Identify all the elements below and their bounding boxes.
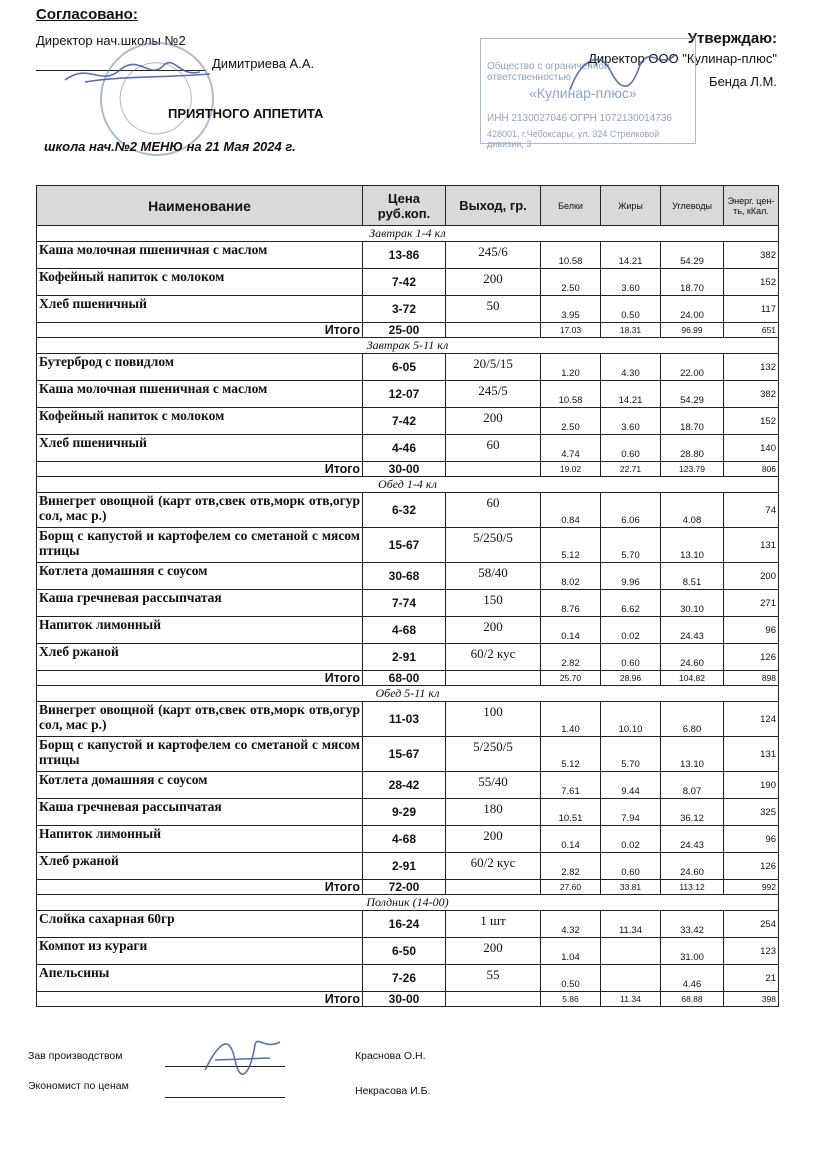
dish-protein: 8.02: [541, 563, 601, 590]
dish-carbs: 24.43: [661, 617, 724, 644]
dish-price: 7-42: [363, 408, 446, 435]
total-row: [37, 323, 779, 338]
header-protein: Белки: [541, 186, 601, 226]
agreed-label: Согласовано:: [36, 6, 138, 23]
total-protein: 19.02: [541, 462, 601, 477]
dish-carbs: 30.10: [661, 590, 724, 617]
table-row: [37, 826, 779, 853]
dish-fat: 0.50: [601, 296, 661, 323]
dish-carbs: 28.80: [661, 435, 724, 462]
section-title: Завтрак 5-11 кл: [37, 338, 779, 354]
dish-price: 30-68: [363, 563, 446, 590]
dish-kcal: 190: [724, 772, 779, 799]
header-carbs: Углеводы: [661, 186, 724, 226]
dish-protein: 1.40: [541, 702, 601, 737]
total-protein: 27.60: [541, 880, 601, 895]
total-output-empty: [446, 323, 541, 338]
dish-fat: 14.21: [601, 381, 661, 408]
dish-output: 200: [446, 826, 541, 853]
right-position: Директор ООО "Кулинар-плюс": [588, 51, 777, 66]
dish-fat: 0.02: [601, 826, 661, 853]
dish-fat: 6.62: [601, 590, 661, 617]
dish-carbs: 4.46: [661, 965, 724, 992]
dish-kcal: 126: [724, 644, 779, 671]
dish-output: 5/250/5: [446, 528, 541, 563]
dish-price: 2-91: [363, 644, 446, 671]
section-row: [37, 477, 779, 493]
dish-name: Напиток лимонный: [37, 617, 363, 644]
dish-output: 50: [446, 296, 541, 323]
dish-price: 13-86: [363, 242, 446, 269]
table-row: [37, 617, 779, 644]
table-row: [37, 381, 779, 408]
stamp-line-4: 428001, г.Чебоксары, ул. 324 Стрелковой дивизии, 3: [487, 129, 660, 149]
dish-carbs: 18.70: [661, 269, 724, 296]
dish-kcal: 21: [724, 965, 779, 992]
dish-price: 11-03: [363, 702, 446, 737]
total-fat: 11.34: [601, 992, 661, 1007]
total-fat: 22.71: [601, 462, 661, 477]
dish-name: Хлеб ржаной: [37, 644, 363, 671]
stamp-line-2: «Кулинар-плюс»: [529, 85, 637, 101]
total-carbs: 113.12: [661, 880, 724, 895]
dish-protein: 5.12: [541, 737, 601, 772]
dish-fat: 0.02: [601, 617, 661, 644]
dish-output: 245/6: [446, 242, 541, 269]
table-row: [37, 269, 779, 296]
table-row: [37, 911, 779, 938]
dish-fat: 9.44: [601, 772, 661, 799]
total-row: [37, 671, 779, 686]
dish-kcal: 74: [724, 493, 779, 528]
header-fat: Жиры: [601, 186, 661, 226]
dish-name: Хлеб ржаной: [37, 853, 363, 880]
total-output-empty: [446, 880, 541, 895]
dish-output: 245/5: [446, 381, 541, 408]
dish-name: Винегрет овощной (карт отв,свек отв,морк отв,огур сол, мас р.): [37, 702, 363, 737]
dish-name: Винегрет овощной (карт отв,свек отв,морк отв,огур сол, мас р.): [37, 493, 363, 528]
dish-protein: 10.58: [541, 381, 601, 408]
dish-output: 60/2 кус: [446, 644, 541, 671]
dish-carbs: 24.00: [661, 296, 724, 323]
dish-fat: [601, 938, 661, 965]
dish-kcal: 325: [724, 799, 779, 826]
total-label: Итого: [37, 323, 363, 338]
table-header-row: [37, 186, 779, 226]
menu-table: [36, 185, 779, 1007]
total-price: 30-00: [363, 462, 446, 477]
total-label: Итого: [37, 462, 363, 477]
total-output-empty: [446, 462, 541, 477]
table-row: [37, 772, 779, 799]
dish-protein: 0.50: [541, 965, 601, 992]
dish-protein: 1.20: [541, 354, 601, 381]
dish-kcal: 123: [724, 938, 779, 965]
dish-kcal: 254: [724, 911, 779, 938]
total-output-empty: [446, 992, 541, 1007]
dish-carbs: 8.51: [661, 563, 724, 590]
dish-carbs: 33.42: [661, 911, 724, 938]
dish-fat: [601, 965, 661, 992]
dish-price: 4-68: [363, 826, 446, 853]
footer-name-1: Краснова О.Н.: [355, 1050, 426, 1062]
dish-protein: 8.76: [541, 590, 601, 617]
dish-name: Слойка сахарная 60гр: [37, 911, 363, 938]
section-title: Завтрак 1-4 кл: [37, 226, 779, 242]
dish-carbs: 24.60: [661, 644, 724, 671]
dish-price: 28-42: [363, 772, 446, 799]
dish-kcal: 96: [724, 826, 779, 853]
dish-output: 200: [446, 617, 541, 644]
total-carbs: 96.99: [661, 323, 724, 338]
dish-protein: 5.12: [541, 528, 601, 563]
total-row: [37, 462, 779, 477]
dish-name: Хлеб пшеничный: [37, 296, 363, 323]
table-row: [37, 965, 779, 992]
dish-price: 6-32: [363, 493, 446, 528]
dish-output: 55: [446, 965, 541, 992]
footer-role-2: Экономист по ценам: [28, 1080, 129, 1092]
dish-output: 180: [446, 799, 541, 826]
dish-price: 12-07: [363, 381, 446, 408]
dish-price: 16-24: [363, 911, 446, 938]
total-label: Итого: [37, 880, 363, 895]
table-row: [37, 644, 779, 671]
dish-carbs: 36.12: [661, 799, 724, 826]
total-carbs: 68.88: [661, 992, 724, 1007]
dish-fat: 5.70: [601, 737, 661, 772]
dish-output: 55/40: [446, 772, 541, 799]
table-row: [37, 938, 779, 965]
header-output: Выход, гр.: [446, 186, 541, 226]
dish-kcal: 117: [724, 296, 779, 323]
dish-name: Борщ с капустой и картофелем со сметаной с мясом птицы: [37, 737, 363, 772]
table-row: [37, 242, 779, 269]
dish-kcal: 126: [724, 853, 779, 880]
dish-name: Котлета домашняя с соусом: [37, 563, 363, 590]
table-row: [37, 435, 779, 462]
dish-name: Бутерброд с повидлом: [37, 354, 363, 381]
dish-name: Напиток лимонный: [37, 826, 363, 853]
dish-name: Котлета домашняя с соусом: [37, 772, 363, 799]
dish-kcal: 382: [724, 242, 779, 269]
dish-kcal: 124: [724, 702, 779, 737]
dish-name: Кофейный напиток с молоком: [37, 269, 363, 296]
dish-fat: 0.60: [601, 435, 661, 462]
dish-output: 200: [446, 408, 541, 435]
dish-output: 60/2 кус: [446, 853, 541, 880]
section-title: Полдник (14-00): [37, 895, 779, 911]
dish-protein: 0.14: [541, 617, 601, 644]
dish-price: 4-68: [363, 617, 446, 644]
dish-fat: 0.60: [601, 853, 661, 880]
total-row: [37, 992, 779, 1007]
dish-carbs: 18.70: [661, 408, 724, 435]
section-row: [37, 686, 779, 702]
dish-kcal: 96: [724, 617, 779, 644]
dish-name: Компот из кураги: [37, 938, 363, 965]
dish-price: 15-67: [363, 528, 446, 563]
total-kcal: 806: [724, 462, 779, 477]
section-row: [37, 226, 779, 242]
dish-fat: 9.96: [601, 563, 661, 590]
dish-name: Каша молочная пшеничная с маслом: [37, 381, 363, 408]
dish-protein: 0.84: [541, 493, 601, 528]
dish-price: 3-72: [363, 296, 446, 323]
dish-carbs: 24.43: [661, 826, 724, 853]
dish-carbs: 54.29: [661, 381, 724, 408]
total-label: Итого: [37, 671, 363, 686]
dish-carbs: 24.60: [661, 853, 724, 880]
approve-label: Утверждаю:: [687, 30, 777, 47]
dish-protein: 7.61: [541, 772, 601, 799]
dish-price: 7-42: [363, 269, 446, 296]
dish-carbs: 54.29: [661, 242, 724, 269]
total-fat: 33.81: [601, 880, 661, 895]
dish-name: Апельсины: [37, 965, 363, 992]
header-name: Наименование: [37, 186, 363, 226]
dish-protein: 2.50: [541, 408, 601, 435]
total-row: [37, 880, 779, 895]
dish-fat: 0.60: [601, 644, 661, 671]
dish-price: 7-74: [363, 590, 446, 617]
dish-name: Кофейный напиток с молоком: [37, 408, 363, 435]
total-fat: 28.96: [601, 671, 661, 686]
left-name: Димитриева А.А.: [212, 56, 315, 71]
dish-carbs: 13.10: [661, 737, 724, 772]
table-row: [37, 528, 779, 563]
table-row: [37, 590, 779, 617]
footer-role-1: Зав производством: [28, 1050, 123, 1062]
dish-output: 58/40: [446, 563, 541, 590]
dish-kcal: 132: [724, 354, 779, 381]
right-signature-icon: [560, 40, 680, 100]
total-price: 30-00: [363, 992, 446, 1007]
total-protein: 17.03: [541, 323, 601, 338]
total-kcal: 651: [724, 323, 779, 338]
table-row: [37, 702, 779, 737]
total-price: 25-00: [363, 323, 446, 338]
total-price: 72-00: [363, 880, 446, 895]
dish-name: Каша гречневая рассыпчатая: [37, 799, 363, 826]
table-row: [37, 354, 779, 381]
dish-output: 1 шт: [446, 911, 541, 938]
total-price: 68-00: [363, 671, 446, 686]
left-signature-icon: [60, 52, 220, 92]
dish-fat: 11.34: [601, 911, 661, 938]
menu-subtitle: школа нач.№2 МЕНЮ на 21 Мая 2024 г.: [44, 139, 296, 154]
total-kcal: 992: [724, 880, 779, 895]
dish-kcal: 271: [724, 590, 779, 617]
dish-kcal: 140: [724, 435, 779, 462]
total-fat: 18.31: [601, 323, 661, 338]
table-row: [37, 853, 779, 880]
total-protein: 5.86: [541, 992, 601, 1007]
section-title: Обед 5-11 кл: [37, 686, 779, 702]
page-title: ПРИЯТНОГО АППЕТИТА: [168, 106, 324, 121]
dish-protein: 4.74: [541, 435, 601, 462]
dish-protein: 2.50: [541, 269, 601, 296]
dish-carbs: 8.07: [661, 772, 724, 799]
dish-name: Хлеб пшеничный: [37, 435, 363, 462]
dish-output: 20/5/15: [446, 354, 541, 381]
dish-protein: 2.82: [541, 644, 601, 671]
dish-protein: 0.14: [541, 826, 601, 853]
dish-kcal: 131: [724, 737, 779, 772]
dish-fat: 10.10: [601, 702, 661, 737]
dish-name: Каша молочная пшеничная с маслом: [37, 242, 363, 269]
dish-fat: 3.60: [601, 269, 661, 296]
dish-carbs: 13.10: [661, 528, 724, 563]
total-label: Итого: [37, 992, 363, 1007]
menu-body: [37, 226, 779, 1007]
dish-output: 5/250/5: [446, 737, 541, 772]
dish-protein: 4.32: [541, 911, 601, 938]
dish-price: 6-05: [363, 354, 446, 381]
table-row: [37, 563, 779, 590]
dish-name: Борщ с капустой и картофелем со сметаной с мясом птицы: [37, 528, 363, 563]
dish-price: 9-29: [363, 799, 446, 826]
total-carbs: 104.82: [661, 671, 724, 686]
dish-output: 200: [446, 269, 541, 296]
total-protein: 25.70: [541, 671, 601, 686]
section-row: [37, 338, 779, 354]
section-title: Обед 1-4 кл: [37, 477, 779, 493]
total-carbs: 123.79: [661, 462, 724, 477]
header-price: Цена руб.коп.: [363, 186, 446, 226]
dish-protein: 10.58: [541, 242, 601, 269]
footer-name-2: Некрасова И.Б.: [355, 1085, 431, 1097]
dish-price: 6-50: [363, 938, 446, 965]
table-row: [37, 493, 779, 528]
right-name: Бенда Л.М.: [709, 74, 777, 89]
dish-protein: 3.95: [541, 296, 601, 323]
section-row: [37, 895, 779, 911]
dish-carbs: 4.08: [661, 493, 724, 528]
dish-kcal: 200: [724, 563, 779, 590]
dish-output: 200: [446, 938, 541, 965]
dish-carbs: 31.00: [661, 938, 724, 965]
footer-signature-icon: [195, 1030, 285, 1080]
total-kcal: 898: [724, 671, 779, 686]
dish-fat: 14.21: [601, 242, 661, 269]
dish-protein: 1.04: [541, 938, 601, 965]
dish-kcal: 382: [724, 381, 779, 408]
dish-kcal: 152: [724, 408, 779, 435]
dish-kcal: 152: [724, 269, 779, 296]
dish-name: Каша гречневая рассыпчатая: [37, 590, 363, 617]
dish-protein: 2.82: [541, 853, 601, 880]
total-output-empty: [446, 671, 541, 686]
dish-price: 2-91: [363, 853, 446, 880]
table-row: [37, 296, 779, 323]
table-row: [37, 408, 779, 435]
table-row: [37, 799, 779, 826]
header-energy: Энерг. цен-ть, кКал.: [724, 186, 779, 226]
dish-output: 150: [446, 590, 541, 617]
dish-carbs: 6.80: [661, 702, 724, 737]
stamp-line-1: Общество с ограниченной ответственностью: [487, 61, 610, 83]
dish-fat: 3.60: [601, 408, 661, 435]
left-position: Директор нач.школы №2: [36, 33, 186, 48]
dish-carbs: 22.00: [661, 354, 724, 381]
total-kcal: 398: [724, 992, 779, 1007]
dish-kcal: 131: [724, 528, 779, 563]
dish-protein: 10.51: [541, 799, 601, 826]
dish-fat: 7.94: [601, 799, 661, 826]
dish-price: 15-67: [363, 737, 446, 772]
table-row: [37, 737, 779, 772]
stamp-line-3: ИНН 2130027046 ОГРН 1072130014736: [487, 113, 672, 124]
dish-fat: 4.30: [601, 354, 661, 381]
dish-fat: 6.06: [601, 493, 661, 528]
dish-price: 7-26: [363, 965, 446, 992]
dish-output: 100: [446, 702, 541, 737]
dish-price: 4-46: [363, 435, 446, 462]
dish-fat: 5.70: [601, 528, 661, 563]
footer-signature-line-2: [165, 1097, 285, 1098]
dish-output: 60: [446, 493, 541, 528]
dish-output: 60: [446, 435, 541, 462]
